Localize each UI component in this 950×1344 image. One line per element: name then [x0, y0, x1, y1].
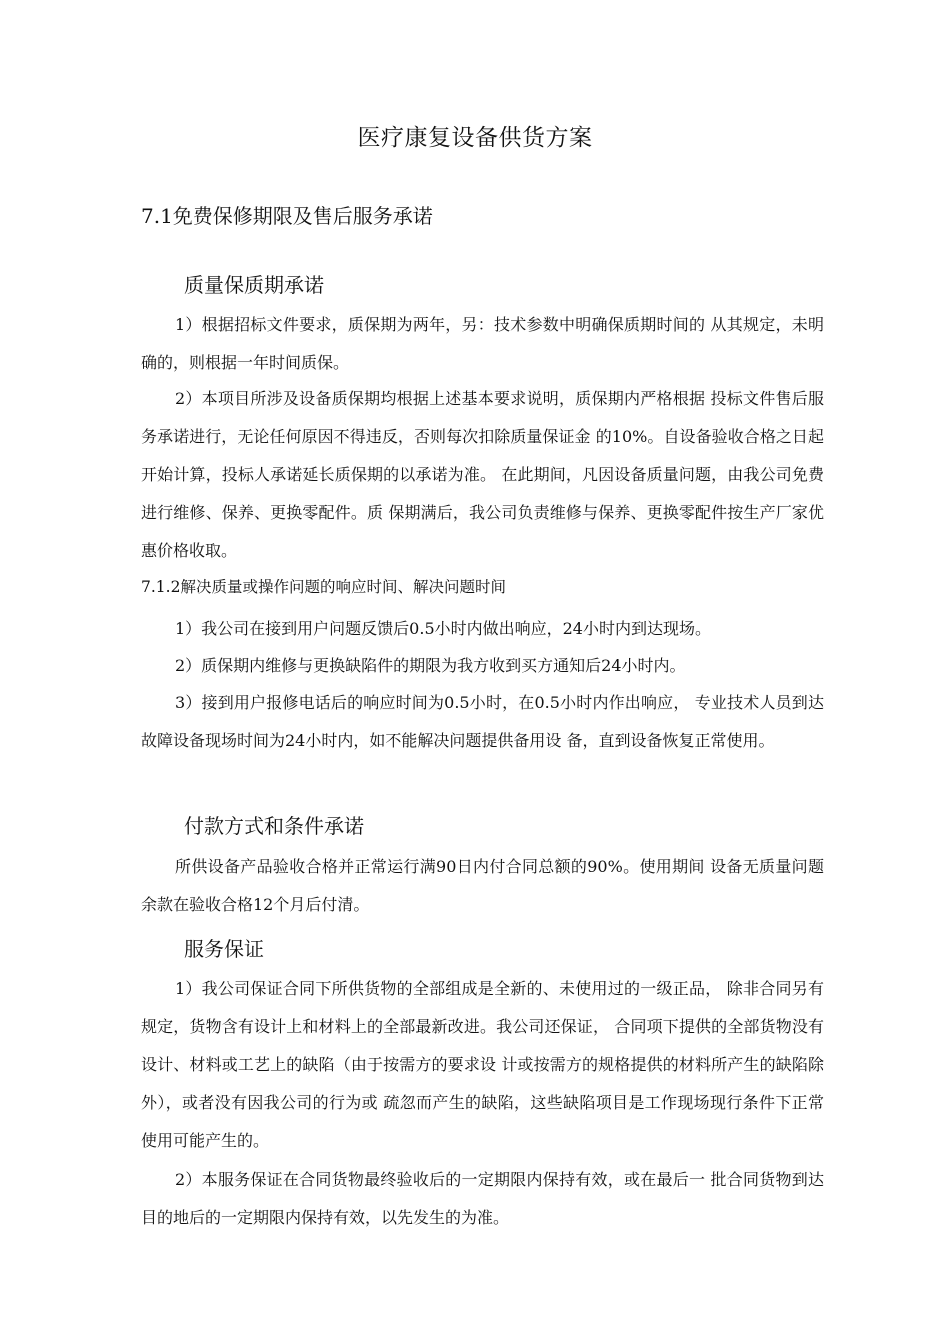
warranty-paragraph-1: 1）根据招标文件要求，质保期为两年，另：技术参数中明确保质期时间的 从其规定，未明确的，则根据一年时间质保。 [141, 315, 824, 372]
document-title: 医疗康复设备供货方案 [357, 125, 593, 151]
response-paragraph-3: 3）接到用户报修电话后的响应时间为0.5小时，在0.5小时内作出响应， 专业技术人员到达故障设备现场时间为24小时内，如不能解决问题提供备用设 备，直到设备恢复正常使用。 [141, 693, 824, 750]
payment-paragraph-1: 所供设备产品验收合格并正常运行满90日内付合同总额的90%。使用期间 设备无质量问题余款在验收合格12个月后付清。 [141, 857, 824, 914]
warranty-heading: 质量保质期承诺 [184, 273, 324, 297]
response-paragraph-1: 1）我公司在接到用户问题反馈后0.5小时内做出响应，24小时内到达现场。 [175, 619, 711, 638]
payment-heading: 付款方式和条件承诺 [184, 814, 364, 838]
response-paragraph-2: 2）质保期内维修与更换缺陷件的期限为我方收到买方通知后24小时内。 [175, 656, 686, 675]
response-heading: 7.1.2解决质量或操作问题的响应时间、解决问题时间 [141, 578, 506, 596]
service-heading: 服务保证 [184, 937, 264, 961]
warranty-paragraph-2: 2）本项目所涉及设备质保期均根据上述基本要求说明，质保期内严格根据 投标文件售后服务承诺进行，无论任何原因不得违反，否则每次扣除质量保证金 的10%。自设备验收合格之日起开始计算，投标人承诺延长质保期的以承诺为准。 在此期间，凡因设备质量问题，由我公司免费进行维修、保养、更换零配件。质 保期满后，我公司负责维修与保养、更换零配件按生产厂家优惠价格收取。 [141, 389, 824, 560]
service-paragraph-2: 2）本服务保证在合同货物最终验收后的一定期限内保持有效，或在最后一 批合同货物到达目的地后的一定期限内保持有效，以先发生的为准。 [141, 1170, 824, 1227]
service-paragraph-1: 1）我公司保证合同下所供货物的全部组成是全新的、未使用过的一级正品， 除非合同另有规定，货物含有设计上和材料上的全部最新改进。我公司还保证， 合同项下提供的全部货物没有设计、材料或工艺上的缺陷（由于按需方的要求设 计或按需方的规格提供的材料所产生的缺陷除外），或者没有因我公司的行为或 疏忽而产生的缺陷，这些缺陷项目是工作现场现行条件下正常使用可能产生的。 [141, 979, 824, 1150]
section-heading: 7.1免费保修期限及售后服务承诺 [141, 204, 433, 228]
